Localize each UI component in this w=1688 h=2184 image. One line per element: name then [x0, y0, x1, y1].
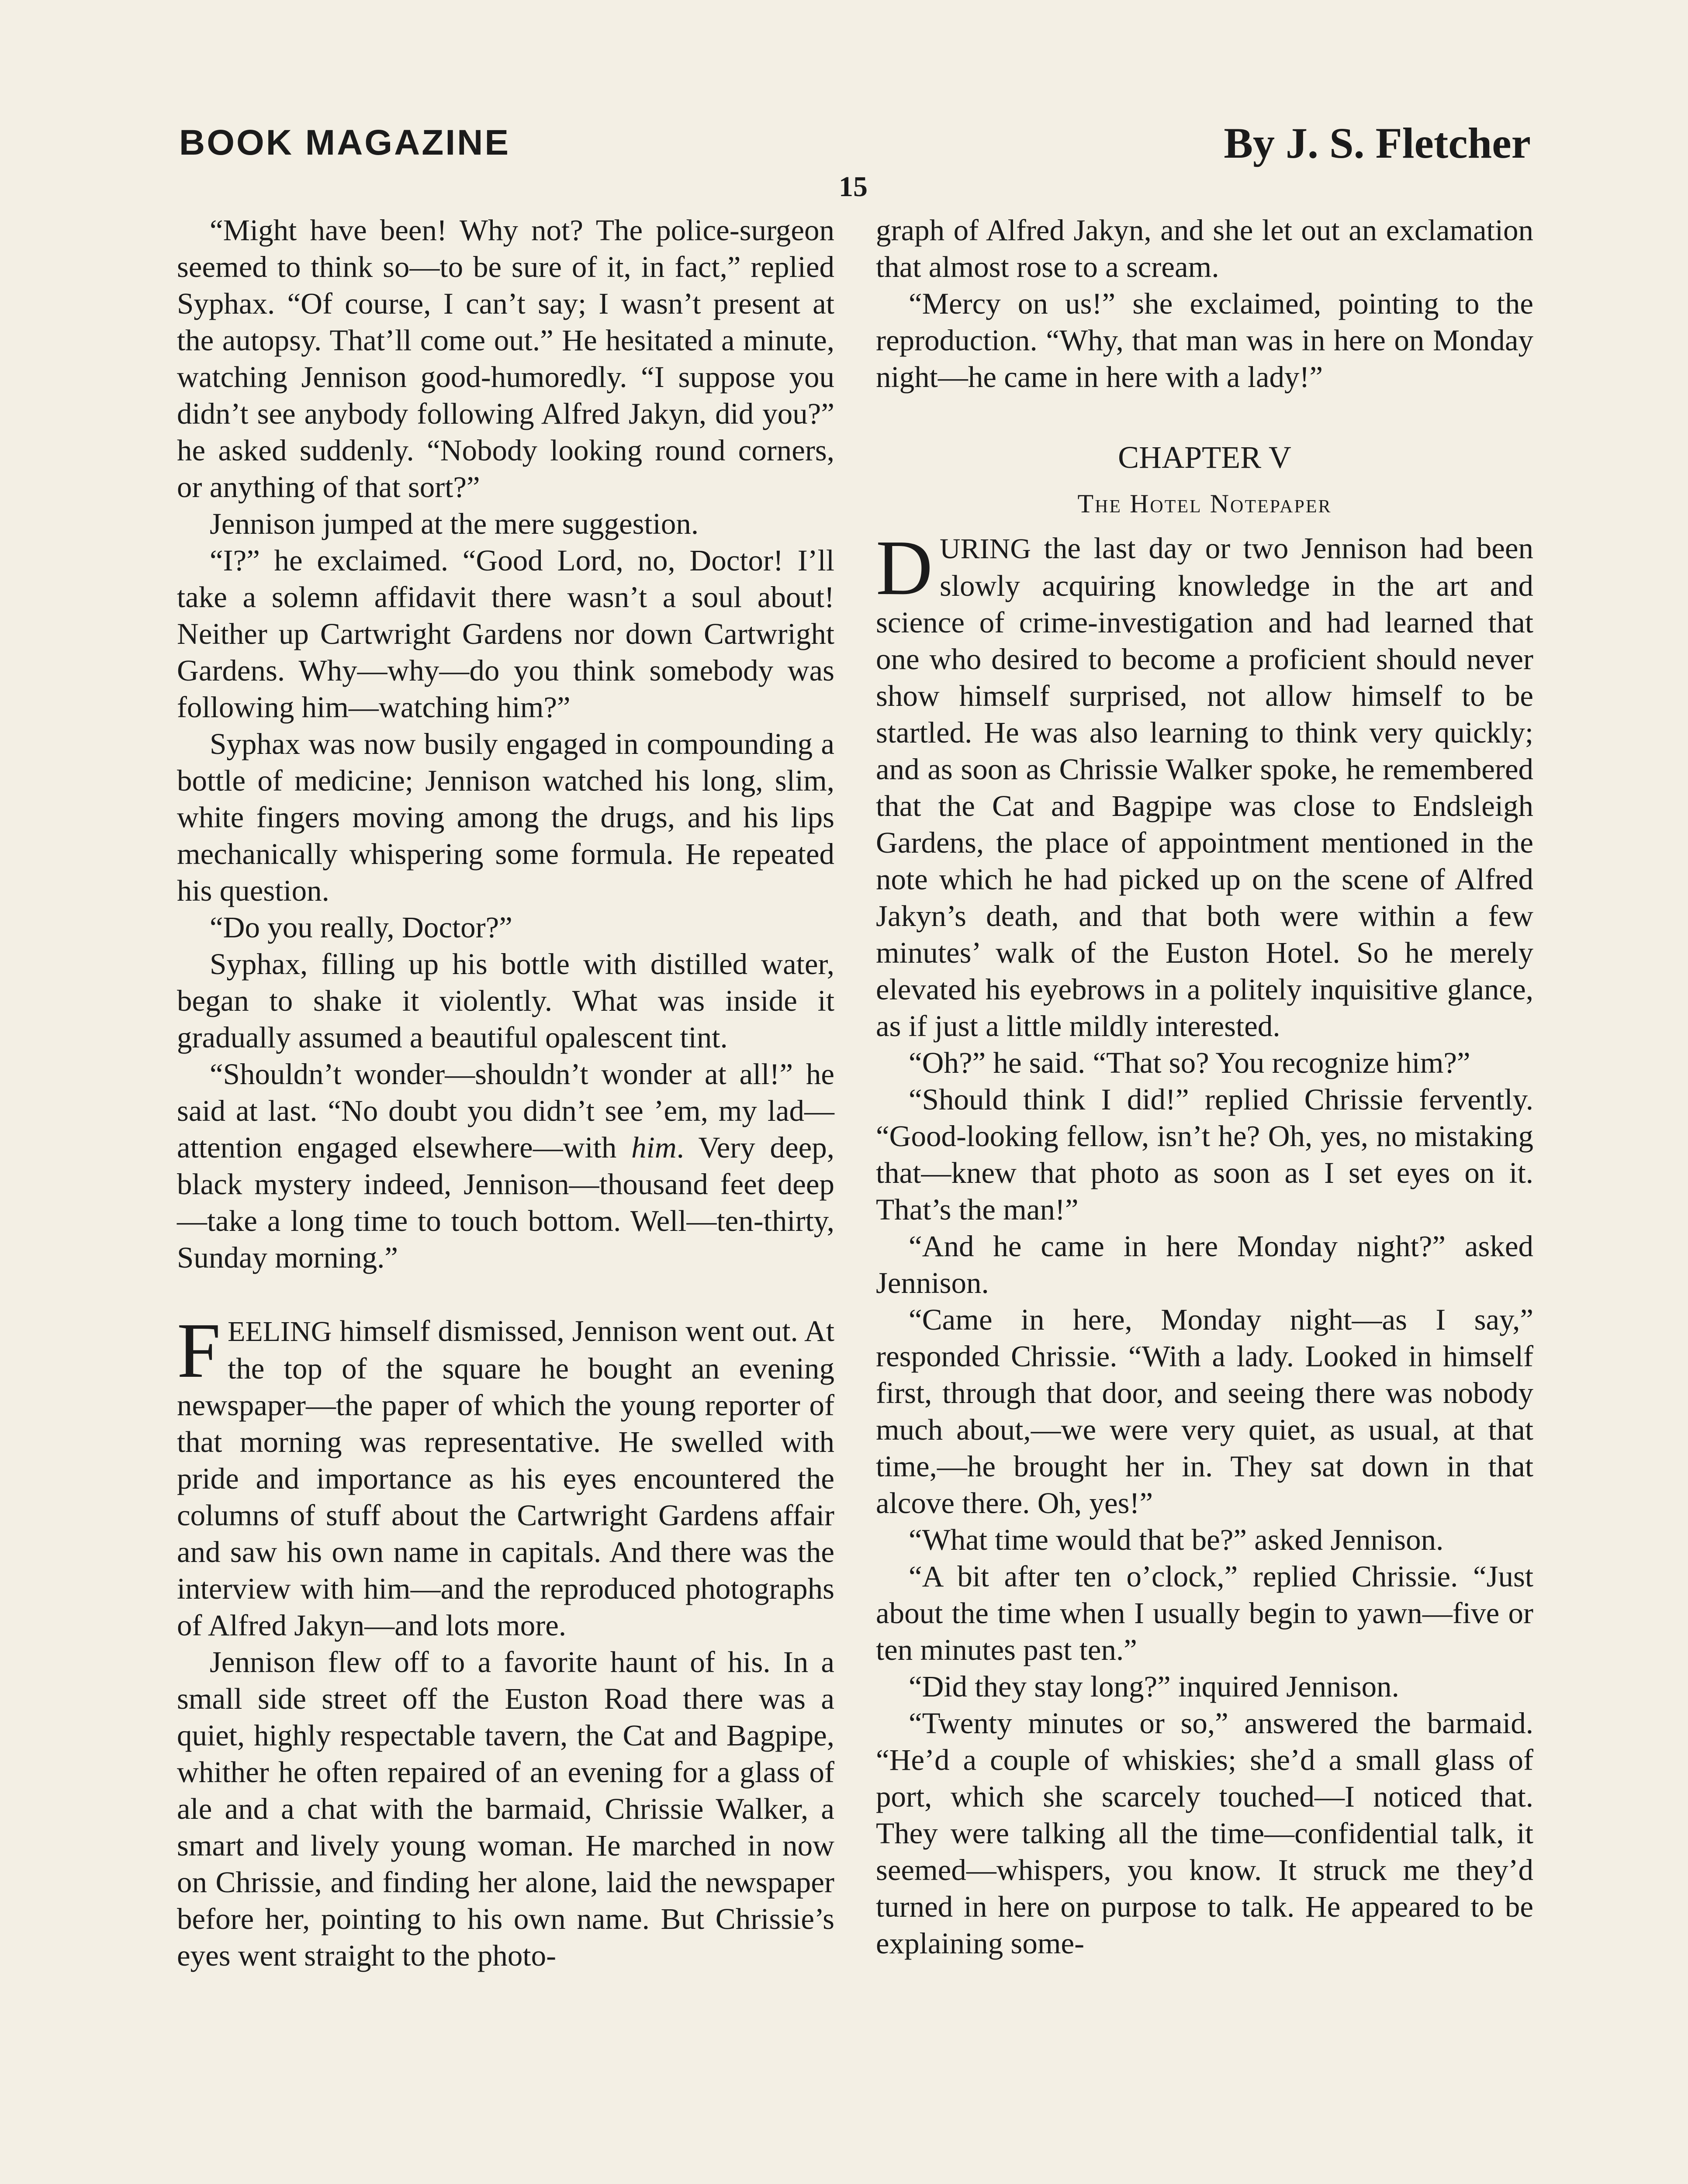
magazine-title: BOOK MAGAZINE: [179, 123, 511, 162]
section-break: [177, 1276, 834, 1313]
lead-word: URING: [940, 533, 1031, 565]
paragraph: “What time would that be?” asked Jennison.: [909, 1523, 1444, 1556]
page-number: 15: [839, 171, 868, 203]
text-run: the last day or two Jennison had been slowly acquiring knowledge in the art and science of crime-investigation and had learned that one who desired to become a proficient should never show himself surprised, not allow himself to be startled. He was also learning to think very quickly; and as soon as Chrissie Walker spoke, he remembered that the Cat and Bagpipe was close to Endsleigh Gardens, the place of appointment mentioned in the note which he had picked up on the scene of Alfred Jakyn’s death, and that both were within a few minutes’ walk of the Euston Hotel. So he merely elevated his eyebrows in a politely inquisitive glance, as if just a little mildly interested.: [876, 532, 1533, 1043]
right-column: [876, 212, 1533, 1962]
paragraph: [177, 1307, 834, 1644]
paragraph: “A bit after ten o’clock,” replied Chrissie. “Just about the time when I usually begin to yawn—five or ten minutes past ten.”: [876, 1560, 1533, 1666]
text-run: “Shouldn’t wonder—shouldn’t wonder at all!” he said at last. “No doubt you didn’t see ’em, my lad—attention engaged elsewhere—with: [177, 1057, 834, 1164]
paragraph: Jennison flew off to a favorite haunt of his. In a small side street off the Euston Road there was a quiet, highly respectable tavern, the Cat and Bagpipe, whither he often repaired of an evening for a glass of ale and a chat with the barmaid, Chrissie Walker, a smart and lively young woman. He marched in now on Chrissie, and finding her alone, laid the newspaper before her, pointing to his own name. But Chrissie’s eyes went straight to the photo-: [177, 1645, 834, 1972]
paragraph: [177, 1056, 834, 1276]
paragraph: “Do you really, Doctor?”: [210, 911, 512, 944]
paragraph: “Mercy on us!” she exclaimed, pointing to the reproduction. “Why, that man was in here on Monday night—he came in here with a lady!”: [876, 287, 1533, 394]
spacer: [876, 522, 1533, 530]
paragraph: “Came in here, Monday night—as I say,” responded Chrissie. “With a lady. Looked in himself first, through that door, and seeing there was nobody much about,—we were very quiet, as usual, at that time,—he brought her in. They sat down in that alcove there. Oh, yes!”: [876, 1303, 1533, 1520]
chapter-heading: CHAPTER V: [1118, 440, 1291, 475]
paragraph: Jennison jumped at the mere suggestion.: [210, 507, 699, 540]
paragraph: “Should think I did!” replied Chrissie fervently. “Good-looking fellow, isn’t he? Oh, yes, no mistaking that—knew that photo as soon as I set eyes on it. That’s the man!”: [876, 1083, 1533, 1226]
paragraph: “I?” he exclaimed. “Good Lord, no, Doctor! I’ll take a solemn affidavit there wasn’t a soul about! Neither up Cartwright Gardens nor down Cartwright Gardens. Why—why—do you think somebody was following him—watching him?”: [177, 544, 834, 724]
paragraph: graph of Alfred Jakyn, and she let out an exclamation that almost rose to a scream.: [876, 214, 1533, 283]
paragraph: [876, 524, 1533, 1044]
paragraph: “Might have been! Why not? The police-surgeon seemed to think so—to be sure of it, in fact,” replied Syphax. “Of course, I can’t say; I wasn’t present at the autopsy. That’ll come out.” He hesitated a minute, watching Jennison good-humoredly. “I suppose you didn’t see anybody following Alfred Jakyn, did you?” he asked suddenly. “Nobody looking round corners, or anything of that sort?”: [177, 214, 834, 504]
paragraph: Syphax, filling up his bottle with distilled water, began to shake it violently. What was inside it gradually assumed a beautiful opalescent tint.: [177, 947, 834, 1054]
chapter-title: The Hotel Notepaper: [1077, 489, 1332, 518]
author-byline: By J. S. Fletcher: [1224, 119, 1531, 167]
paragraph: “Twenty minutes or so,” answered the barmaid. “He’d a couple of whiskies; she’d a small glass of port, which she scarcely touched—I noticed that. They were talking all the time—confidential talk, it seemed—whispers, you know. It struck me they’d turned in here on purpose to talk. He appeared to be explaining some-: [876, 1707, 1533, 1960]
spacer: [876, 395, 1533, 439]
drop-cap: F: [177, 1307, 221, 1394]
text-run: . Very deep, black mystery indeed, Jennison—thousand feet deep—take a long time to touch bottom. Well—ten-thirty, Sunday morning.”: [177, 1131, 835, 1274]
paragraph: “And he came in here Monday night?” asked Jennison.: [876, 1230, 1533, 1299]
text-run: himself dismissed, Jennison went out. At the top of the square he bought an evening newspaper—the paper of which the young reporter of that morning was representative. He swelled with pride and importance as his eyes encountered the columns of stuff about the Cartwright Gardens affair and saw his own name in capitals. And there was the interview with him—and the reproduced photographs of Alfred Jakyn—and lots more.: [177, 1314, 834, 1642]
drop-cap: D: [876, 524, 933, 611]
paragraph: Syphax was now busily engaged in compounding a bottle of medicine; Jennison watched his long, slim, white fingers moving among the drugs, and his lips mechanically whispering some formula. He repeated his question.: [177, 727, 834, 907]
lead-word: EELING: [228, 1316, 332, 1348]
emphasis: him: [631, 1131, 677, 1164]
left-column: [177, 212, 834, 1974]
paragraph: “Oh?” he said. “That so? You recognize him?”: [909, 1046, 1470, 1079]
spacer: [876, 476, 1533, 485]
paragraph: “Did they stay long?” inquired Jennison.: [909, 1670, 1399, 1703]
